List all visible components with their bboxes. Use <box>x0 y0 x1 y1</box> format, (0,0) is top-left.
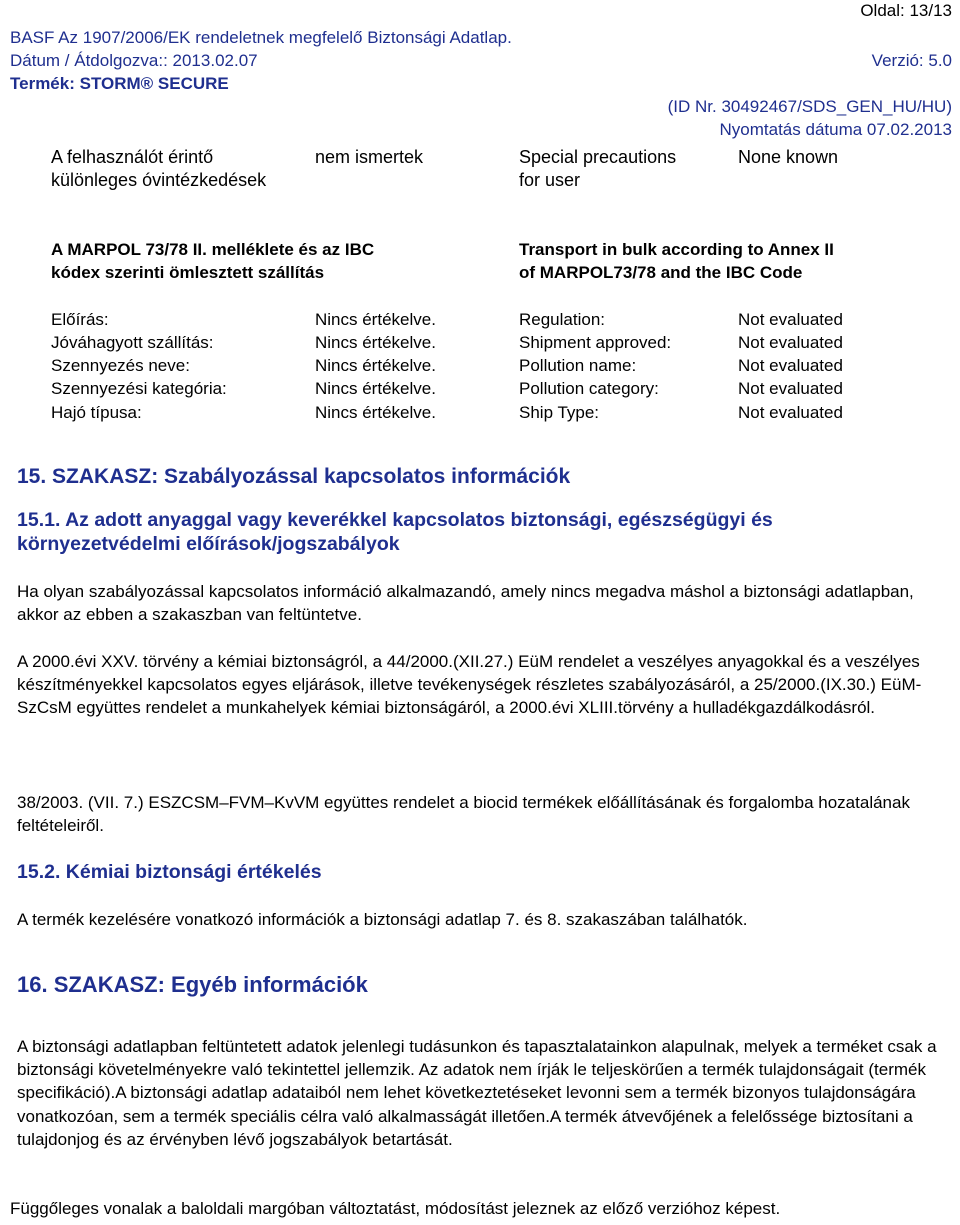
marpol-row-en-label: Pollution category: <box>519 379 659 398</box>
precautions-en-label-2: for user <box>519 170 581 190</box>
section-15-title: 15. SZAKASZ: Szabályozással kapcsolatos információk <box>17 465 571 488</box>
marpol-row-hu-value: Nincs értékelve. <box>315 379 436 398</box>
marpol-row-hu-label: Szennyezés neve: <box>51 356 190 375</box>
marpol-hu-title-1: A MARPOL 73/78 II. melléklete és az IBC <box>51 240 375 259</box>
section-15-paragraph-4: A termék kezelésére vonatkozó információk a biztonsági adatlap 7. és 8. szakaszában találhatók. <box>17 910 748 929</box>
marpol-row-hu-value: Nincs értékelve. <box>315 356 436 375</box>
precautions-en-label-1: Special precautions <box>519 147 677 167</box>
marpol-hu-title-2: kódex szerinti ömlesztett szállítás <box>51 263 325 282</box>
section-15-paragraph-1: Ha olyan szabályozással kapcsolatos információ alkalmazandó, amely nincs megadva máshol a biztonsági adatlapban, akkor az ebben a szakaszban van feltüntetve. <box>17 582 914 625</box>
marpol-row-hu-value: Nincs értékelve. <box>315 403 436 422</box>
marpol-row-hu-label: Előírás: <box>51 310 109 329</box>
precautions-hu-label-2: különleges óvintézkedések <box>51 170 267 190</box>
marpol-row-en-label: Pollution name: <box>519 356 637 375</box>
header-title: BASF Az 1907/2006/EK rendeletnek megfelelő Biztonsági Adatlap. <box>10 28 512 47</box>
footer-note: Függőleges vonalak a baloldali margóban változtatást, módosítást jeleznek az előző verzióhoz képest. <box>10 1199 781 1218</box>
marpol-row-hu-label: Jóváhagyott szállítás: <box>51 333 214 352</box>
header-version: Verzió: 5.0 <box>871 51 952 70</box>
precautions-en-value: None known <box>738 147 839 167</box>
header-date: Dátum / Átdolgozva:: 2013.02.07 <box>10 51 258 70</box>
marpol-row-hu-value: Nincs értékelve. <box>315 333 436 352</box>
header-product: Termék: STORM® SECURE <box>10 74 229 93</box>
marpol-row-hu-label: Szennyezési kategória: <box>51 379 227 398</box>
marpol-row-en-value: Not evaluated <box>738 356 843 375</box>
precautions-hu-value: nem ismertek <box>315 147 424 167</box>
header-print-date: Nyomtatás dátuma 07.02.2013 <box>719 120 952 139</box>
section-15-paragraph-2: A 2000.évi XXV. törvény a kémiai biztonságról, a 44/2000.(XII.27.) EüM rendelet a veszélyes anyagokkal és a veszélyes készítményekkel kapcsolatos egyes eljárások, illetve tevékenységek részletes szabályozásáról, a 25/2000.(IX.30.) EüM-SzCsM együttes rendelet a munkahelyek kémiai biztonságáról, a 2000.évi XLIII.törvény a hulladékgazdálkodásról. <box>17 652 922 718</box>
marpol-row-en-label: Shipment approved: <box>519 333 672 352</box>
page-number: Oldal: 13/13 <box>860 1 952 20</box>
section-16-title: 16. SZAKASZ: Egyéb információk <box>17 972 368 997</box>
section-15-1-title-line-2: környezetvédelmi előírások/jogszabályok <box>17 533 400 555</box>
marpol-row-hu-value: Nincs értékelve. <box>315 310 436 329</box>
precautions-hu-label-1: A felhasználót érintő <box>51 147 214 167</box>
section-15-paragraph-3: 38/2003. (VII. 7.) ESZCSM–FVM–KvVM együttes rendelet a biocid termékek előállításának és forgalomba hozatalának feltételeiről. <box>17 793 910 836</box>
section-15-2-title: 15.2. Kémiai biztonsági értékelés <box>17 861 322 883</box>
marpol-row-hu-label: Hajó típusa: <box>51 403 142 422</box>
marpol-row-en-label: Ship Type: <box>519 403 600 422</box>
marpol-row-en-value: Not evaluated <box>738 379 843 398</box>
header-id: (ID Nr. 30492467/SDS_GEN_HU/HU) <box>667 97 952 116</box>
marpol-row-en-value: Not evaluated <box>738 403 843 422</box>
marpol-en-title-2: of MARPOL73/78 and the IBC Code <box>519 263 803 282</box>
section-16-paragraph-1: A biztonsági adatlapban feltüntetett adatok jelenlegi tudásunkon és tapasztalatainkon alapulnak, melyek a terméket csak a biztonsági követelményekre való tekintettel jellemzik. Az adatok nem írják le teljeskörűen a termék tulajdonságait (termék specifikáció).A biztonsági adatlap adataiból nem lehet következtetéseket levonni sem a termék bizonyos tulajdonságára vonatkozóan, sem a termék speciális célra való alkalmasságát illetően.A termék átvevőjének a felelőssége biztosítani a tulajdonjog és az érvényben lévő jogszabályok betartását. <box>17 1037 937 1149</box>
marpol-row-en-label: Regulation: <box>519 310 606 329</box>
marpol-row-en-value: Not evaluated <box>738 333 843 352</box>
section-15-1-title-line-1: 15.1. Az adott anyaggal vagy keverékkel kapcsolatos biztonsági, egészségügyi és <box>17 509 773 531</box>
marpol-row-en-value: Not evaluated <box>738 310 843 329</box>
marpol-en-title-1: Transport in bulk according to Annex II <box>519 240 834 259</box>
